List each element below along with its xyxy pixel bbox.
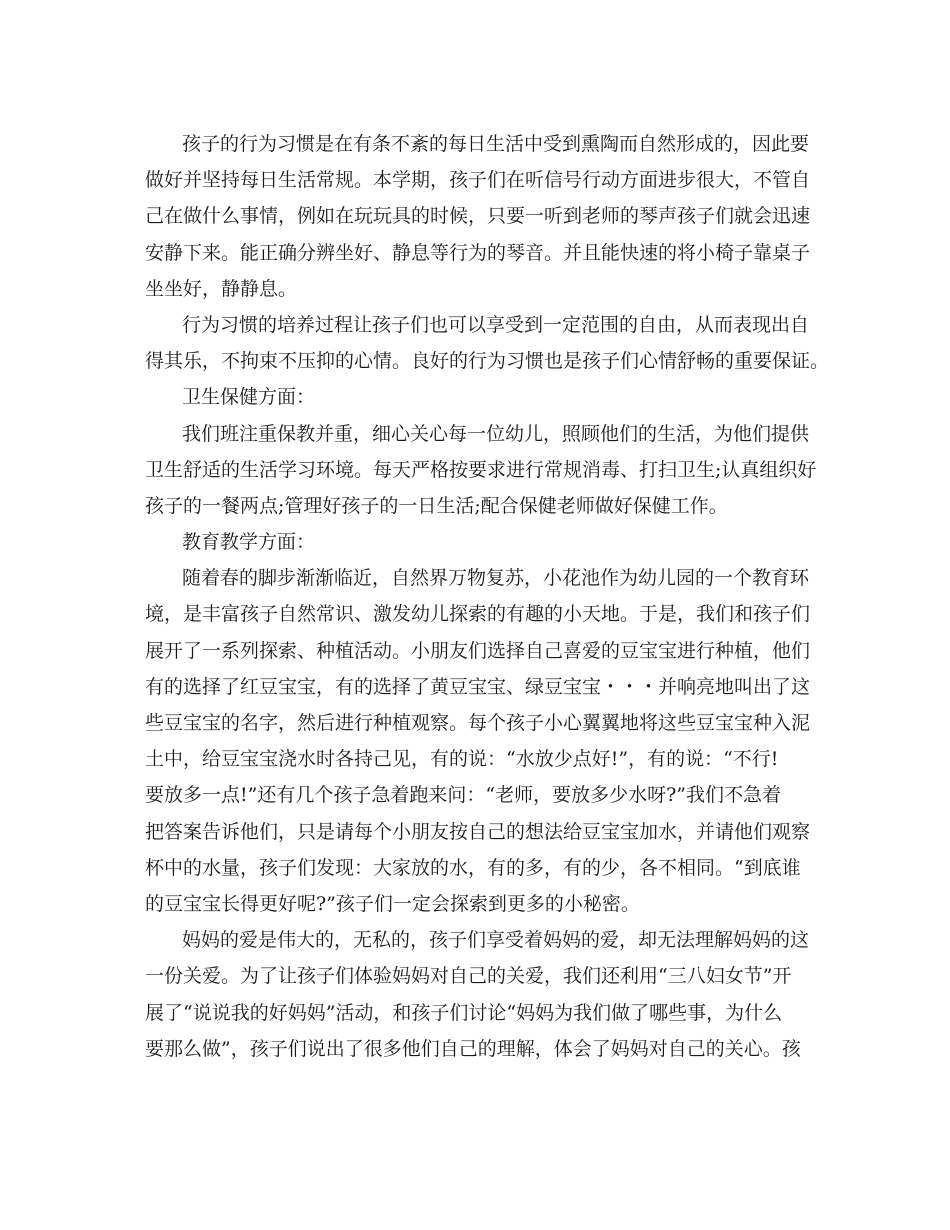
section-heading: 卫生保健方面： <box>182 386 316 409</box>
paragraph-line: 境，是丰富孩子自然常识、激发幼儿探索的有趣的小天地。于是，我们和孩子们 <box>145 603 811 626</box>
paragraph-line: 要那么做”，孩子们说出了很多他们自己的理解，体会了妈妈对自己的关心。孩 <box>145 1037 801 1060</box>
paragraph-line: 展开了一系列探索、种植活动。小朋友们选择自己喜爱的豆宝宝进行种植，他们 <box>145 639 811 662</box>
paragraph-line: 孩子的行为习惯是在有条不紊的每日生活中受到熏陶而自然形成的，因此要 <box>182 133 810 155</box>
paragraph-line: 孩子的一餐两点;管理好孩子的一日生活;配合保健老师做好保健工作。 <box>145 494 728 517</box>
paragraph-line: 安静下来。能正确分辨坐好、静息等行为的琴音。并且能快速的将小椅子靠桌子 <box>145 241 811 264</box>
paragraph-line: 随着春的脚步渐渐临近，自然界万物复苏，小花池作为幼儿园的一个教育环 <box>182 567 810 590</box>
paragraph-line: 些豆宝宝的名字，然后进行种植观察。每个孩子小心翼翼地将这些豆宝宝种入泥 <box>145 712 811 734</box>
paragraph-line: 有的选择了红豆宝宝，有的选择了黄豆宝宝、绿豆宝宝・・・并响亮地叫出了这 <box>145 675 811 698</box>
paragraph-line: 行为习惯的培养过程让孩子们也可以享受到一定范围的自由，从而表现出自 <box>182 313 810 336</box>
paragraph-line: 妈妈的爱是伟大的，无私的，孩子们享受着妈妈的爱，却无法理解妈妈的这 <box>182 929 810 952</box>
paragraph-line: 展了“说说我的好妈妈”活动，和孩子们讨论“妈妈为我们做了哪些事，为什么 <box>145 1001 783 1024</box>
paragraph-line: 做好并坚持每日生活常规。本学期，孩子们在听信号行动方面进步很大，不管自 <box>145 169 811 192</box>
paragraph-line: 的豆宝宝长得更好呢?”孩子们一定会探索到更多的小秘密。 <box>145 892 640 915</box>
paragraph-line: 杯中的水量，孩子们发现：大家放的水，有的多，有的少，各不相同。“到底谁 <box>145 856 801 879</box>
paragraph-line: 得其乐，不拘束不压抑的心情。良好的行为习惯也是孩子们心情舒畅的重要保证。 <box>145 350 830 373</box>
section-heading: 教育教学方面： <box>182 531 316 554</box>
paragraph-line: 我们班注重保教并重，细心关心每一位幼儿，照顾他们的生活，为他们提供 <box>182 422 810 445</box>
paragraph-line: 把答案告诉他们，只是请每个小朋友按自己的想法给豆宝宝加水，并请他们观察 <box>145 820 811 843</box>
paragraph-line: 要放多一点!”还有几个孩子急着跑来问：“老师，要放多少水呀?”我们不急着 <box>145 784 781 807</box>
paragraph-line: 一份关爱。为了让孩子们体验妈妈对自己的关爱，我们还利用“三八妇女节”开 <box>145 965 792 988</box>
paragraph-line: 卫生舒适的生活学习环境。每天严格按要求进行常规消毒、打扫卫生;认真组织好 <box>145 458 817 481</box>
document-body <box>145 126 830 1067</box>
paragraph-line: 坐坐好，静静息。 <box>145 277 298 300</box>
paragraph-line: 土中，给豆宝宝浇水时各持己见，有的说：“水放少点好!”，有的说：“不行! <box>145 748 779 771</box>
paragraph-line: 己在做什么事情，例如在玩玩具的时候，只要一听到老师的琴声孩子们就会迅速 <box>145 205 811 228</box>
